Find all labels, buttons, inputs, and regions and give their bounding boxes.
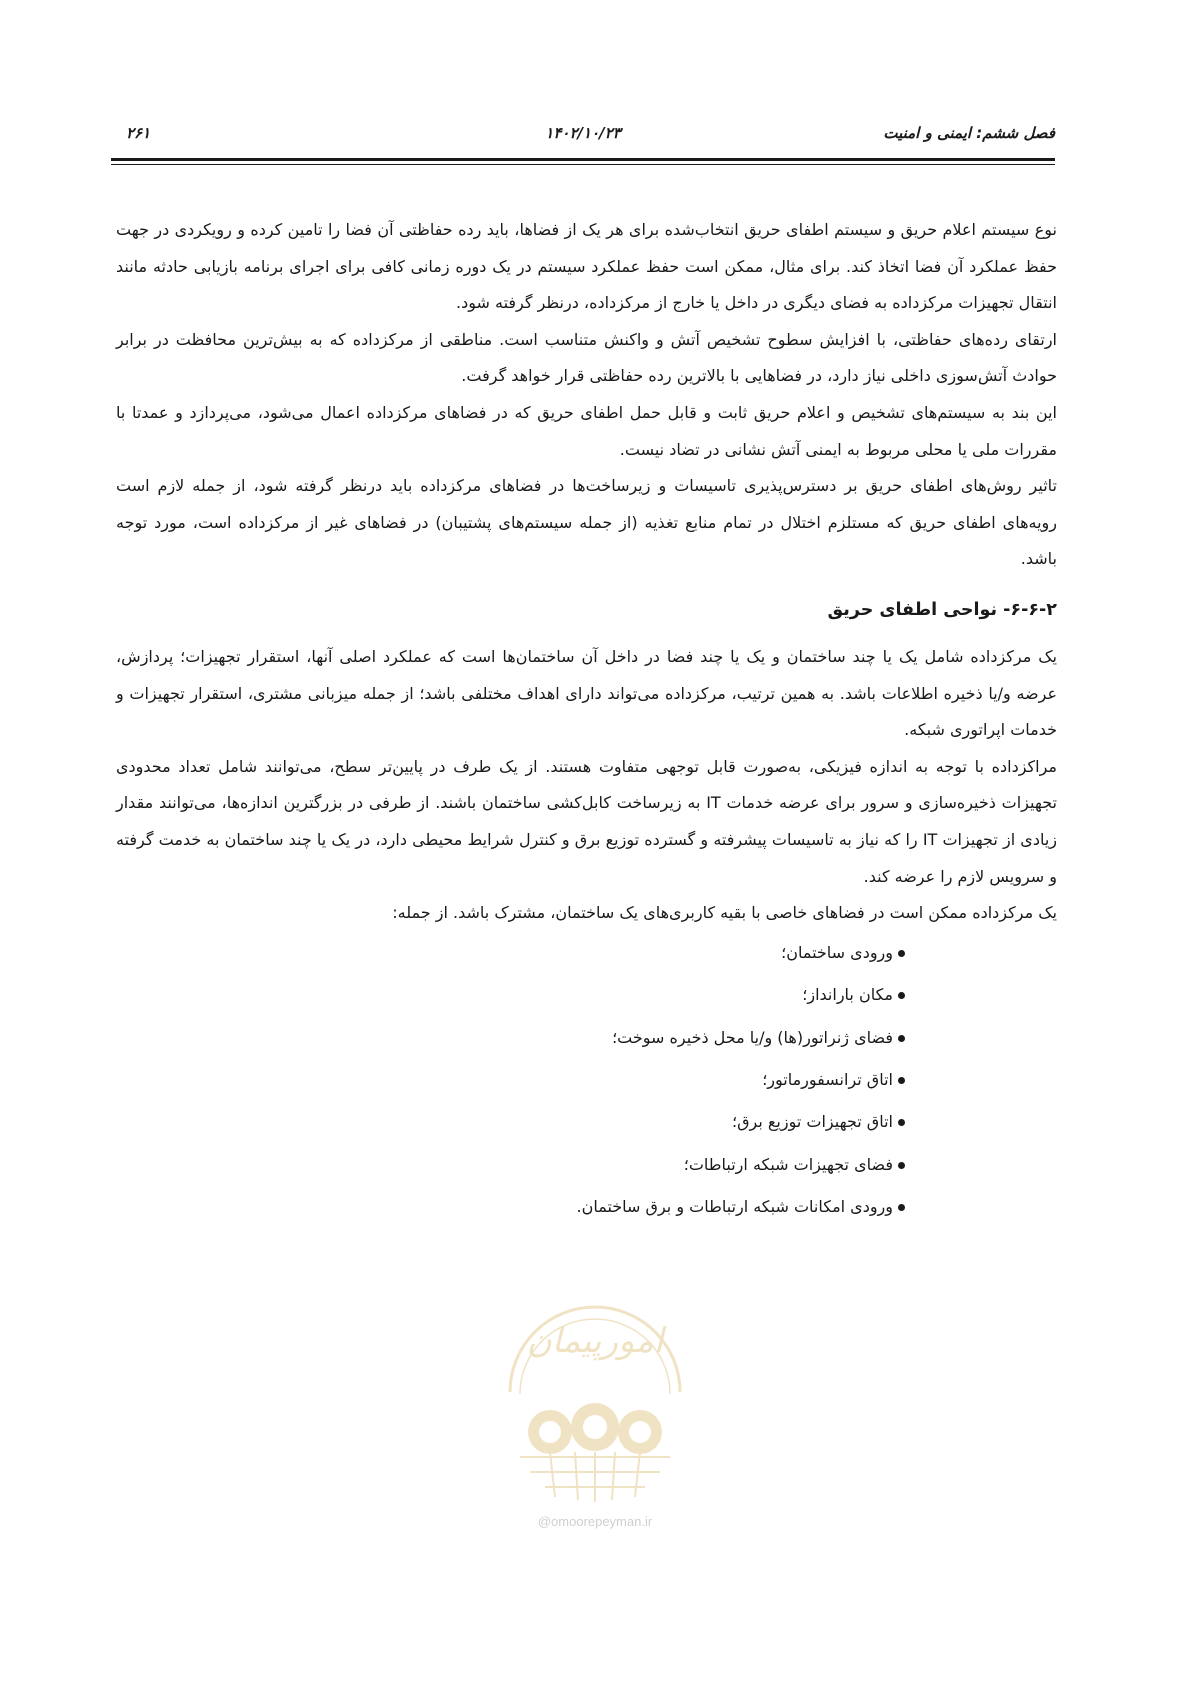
list-item-text: اتاق تجهیزات توزیع برق؛ <box>732 1112 893 1132</box>
bullet-icon <box>898 992 905 999</box>
body-text <box>116 212 1057 1229</box>
list-item <box>116 974 905 1016</box>
list-item-text: مکان بارانداز؛ <box>802 985 893 1005</box>
page-number: ۲۶۱ <box>126 124 151 142</box>
bullet-list <box>116 932 1057 1229</box>
watermark-url: @omoorepeyman.ir <box>537 1514 653 1529</box>
section-heading: ۶-۶-۲- نواحی اطفای حریق <box>827 599 1057 620</box>
list-item-text: ورودی امکانات شبکه ارتباطات و برق ساختمان. <box>576 1197 893 1217</box>
paragraph: نوع سیستم اعلام حریق و سیستم اطفای حریق انتخاب‌شده برای هر یک از فضاها، باید رده حفاظتی آن فضا را تامین کرده و رویکردی در جهت حفظ عملکرد آن فضا اتخاذ کند. برای مثال، ممکن است حفظ عملکرد سیستم در یک دوره زمانی کافی برای اجرای برنامه بازیابی حادثه مانند انتقال تجهیزات مرکزداده به فضای دیگری در داخل یا خارج از مرکزداده، درنظر گرفته شود. <box>116 220 1057 313</box>
list-item <box>116 1144 905 1186</box>
list-item-text: فضای تجهیزات شبکه ارتباطات؛ <box>683 1154 893 1174</box>
watermark-brand: امورپیمان <box>526 1321 664 1361</box>
list-item-text: اتاق ترانسفورماتور؛ <box>762 1069 893 1089</box>
header-rule <box>111 158 1055 161</box>
paragraph: مراکزداده با توجه به اندازه فیزیکی، به‌صورت قابل توجهی متفاوت هستند. از یک طرف در پایین‌تر سطح، می‌توانند شامل تعداد محدودی تجهیزات ذخیره‌سازی و سرور برای عرضه خدمات IT به زیرساخت کابل‌کشی ساختمان باشند. از طرفی در بزرگترین اندازه‌ها، می‌توانند مقدار زیادی از تجهیزات IT را که نیاز به تاسیسات پیشرفته و گسترده توزیع برق و کنترل شرایط محیطی دارد، در یک یا چند ساختمان به خدمت گرفته و سرویس لازم را عرضه کند. <box>116 756 1058 886</box>
bullet-icon <box>898 1077 905 1084</box>
watermark-logo <box>490 1282 700 1532</box>
list-item <box>116 1186 905 1228</box>
paragraph: یک مرکزداده ممکن است در فضاهای خاصی با بقیه کاربری‌های یک ساختمان، مشترک باشد. از جمله: <box>392 903 1057 923</box>
list-item <box>116 1059 905 1101</box>
list-item-text: ورودی ساختمان؛ <box>781 942 893 962</box>
paragraph: تاثیر روش‌های اطفای حریق بر دسترس‌پذیری تاسیسات و زیرساخت‌ها در فضاهای مرکزداده باید درنظر گرفته شود، از جمله لازم است رویه‌های اطفای حریق که مستلزم اختلال در تمام منابع تغذیه (از جمله سیستم‌های پشتیبان) در فضاهای غیر از مرکزداده است، مورد توجه باشد. <box>116 476 1057 569</box>
watermark-seal-icon <box>490 1282 700 1507</box>
bullet-icon <box>898 1204 905 1211</box>
list-item <box>116 1017 905 1059</box>
bullet-icon <box>898 950 905 957</box>
list-item <box>116 1101 905 1143</box>
paragraph: ارتقای رده‌های حفاظتی، با افزایش سطوح تشخیص آتش و واکنش متناسب است. مناطقی از مرکزداده که به بیش‌ترین محافظت در برابر حوادث آتش‌سوزی داخلی نیاز دارد، در فضاهایی با بالاترین رده حفاظتی قرار خواهد گرفت. <box>116 329 1057 386</box>
bullet-icon <box>898 1162 905 1169</box>
paragraph: یک مرکزداده شامل یک یا چند ساختمان و یک یا چند فضا در داخل آن ساختمان‌ها است که عملکرد اصلی آنها، استقرار تجهیزات؛ پردازش، عرضه و/یا ذخیره اطلاعات باشد. به همین ترتیب، مرکزداده می‌تواند دارای اهداف مختلفی باشد؛ از جمله میزبانی مشتری، استقرار تجهیزات و خدمات اپراتوری شبکه. <box>116 646 1057 740</box>
header-rule-thin <box>111 164 1055 165</box>
chapter-title: فصل ششم: ایمنی و امنیت <box>883 124 1055 142</box>
bullet-icon <box>898 1035 905 1042</box>
list-item-text: فضای ژنراتور(ها) و/یا محل ذخیره سوخت؛ <box>612 1027 893 1047</box>
header-date: ۱۴۰۲/۱۰/۲۳ <box>545 124 621 142</box>
bullet-icon <box>898 1119 905 1126</box>
list-item <box>116 932 905 974</box>
running-header <box>111 118 1055 148</box>
paragraph: این بند به سیستم‌های تشخیص و اعلام حریق ثابت و قابل حمل اطفای حریق که در فضاهای مرکزداده اعمال می‌شود، می‌پردازد و عمدتا با مقررات ملی یا محلی مربوط به ایمنی آتش نشانی در تضاد نیست. <box>116 402 1057 459</box>
